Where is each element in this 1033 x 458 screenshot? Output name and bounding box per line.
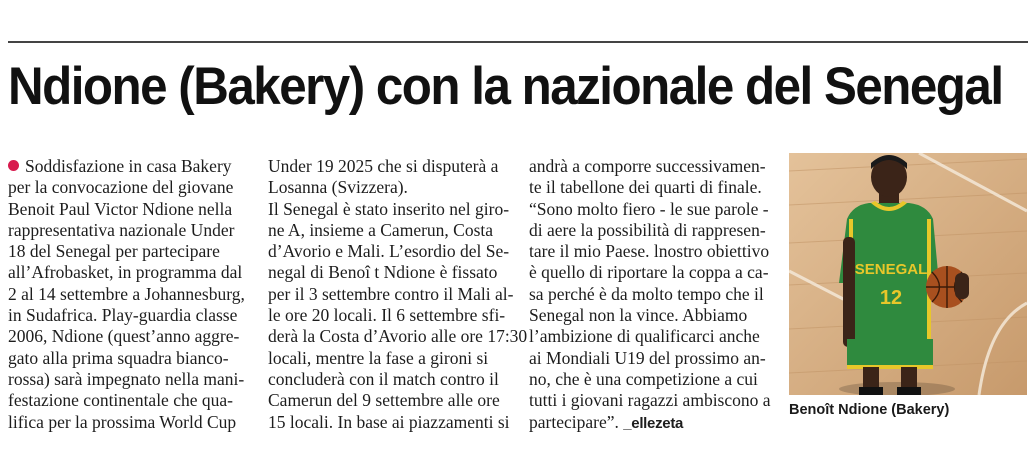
text-line: d’Avorio e Mali. L’esordio del Se- [268,241,510,262]
author-signature: _ellezeta [623,414,684,432]
text-line: concluderà con il match contro il [268,368,499,389]
headline: Ndione (Bakery) con la nazionale del Senegal [8,57,1003,116]
text-line: è quello di riportare la coppa a ca- [529,262,769,283]
text-line: l’ambizione di qualificarci anche [529,326,760,347]
text-line: sa perché è da molto tempo che il [529,283,764,304]
text-line: tutti i giovani ragazzi ambiscono a [529,390,771,411]
text-line: 2006, Ndione (quest’anno aggre- [8,326,240,347]
text-line: Senegal non la vince. Abbiamo [529,305,748,326]
text-line: Under 19 2025 che si disputerà a [268,156,499,176]
text-line: negal di Benoî t Ndione è fissato [268,262,498,283]
text-line: lifica per la prossima World Cup [8,411,237,432]
text-line: gato alla prima squadra bianco- [8,347,229,368]
text-line: festazione continentale che qua- [8,390,233,411]
player-photo [789,153,1027,395]
photo-caption: Benoît Ndione (Bakery) [789,402,950,418]
article-column-1 [8,156,248,433]
article-column-2 [268,156,528,433]
text-line: per la convocazione del giovane [8,177,234,198]
text-line: no, che è una competizione a cui [529,368,758,389]
text-line: rossa) sarà impegnato nella mani- [8,368,245,389]
text-line: te il tabellone dei quarti di finale. [529,177,762,198]
text-line: le ore 20 locali. Il 6 settembre sfi- [268,305,506,326]
text-line: 18 del Senegal per partecipare [8,241,220,262]
top-divider [8,41,1028,43]
text-line: locali, mentre la fase a gironi si [268,347,489,368]
text-line: partecipare”. _ellezeta [529,411,684,432]
text-line: Il Senegal è stato inserito nel giro- [268,198,510,219]
article-column-3 [529,156,777,434]
jersey-text: SENEGAL [854,261,928,278]
text-line: in Sudafrica. Play-guardia classe [8,305,238,326]
text-line: andrà a comporre successivamen- [529,156,766,176]
text-line: derà la Costa d’Avorio alle ore 17:30 [268,326,528,347]
text-line: 2 al 14 settembre a Johannesburg, [8,283,245,304]
text-line: Losanna (Svizzera). [268,177,408,198]
text-line: “Sono molto fiero - le sue parole - [529,198,769,219]
text-line: all’Afrobasket, in programma dal [8,262,243,283]
bullet-icon [8,160,19,171]
jersey-number: 12 [879,287,903,309]
text-line: rappresentativa nazionale Under [8,219,235,240]
text-line: 15 locali. In base ai piazzamenti si [268,411,510,432]
text-line: Camerun del 9 settembre alle ore [268,390,500,411]
text-line: Soddisfazione in casa Bakery [8,156,248,177]
text-line: Benoit Paul Victor Ndione nella [8,198,233,219]
text-line: ne A, insieme a Camerun, Costa [268,219,494,240]
text-line: ai Mondiali U19 del prossimo an- [529,347,766,368]
text-line: per il 3 settembre contro il Mali al- [268,283,514,304]
text-line: di aere la possibilità di rappresen- [529,219,766,240]
text-line: tare il mio Paese. lnostro obiettivo [529,241,770,262]
player-hand [955,273,969,299]
